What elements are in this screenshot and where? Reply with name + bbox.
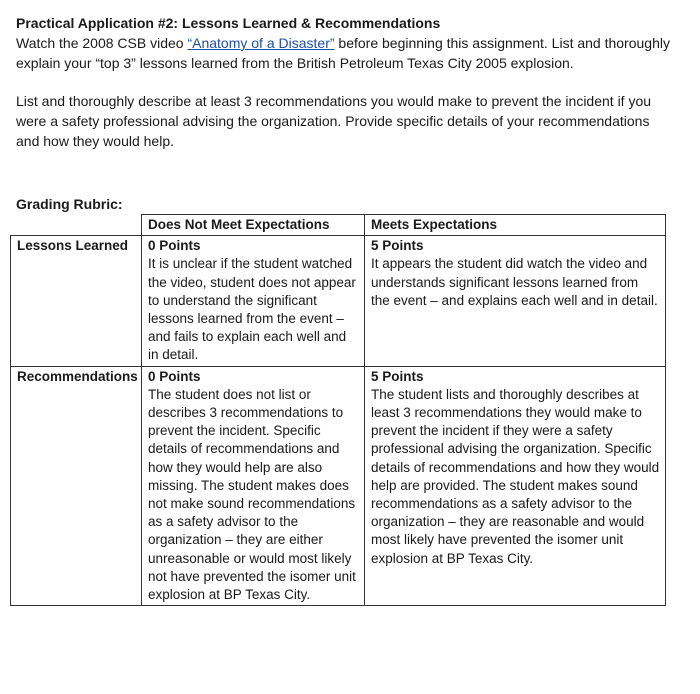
rubric-header-met: Meets Expectations: [365, 215, 666, 236]
criterion-lessons-learned: Lessons Learned: [11, 236, 142, 366]
recommendations-met-description: The student lists and thoroughly describes at least 3 recommendations they would make to prevent the incident if they were a safety professional advising the organization. Specific details of recommendations and how they would help are provided. The student makes sound recommendations as a safety advisor to the organization – they are reasonable and would most likely have prevented the isomer unit explosion at BP Texas City.: [371, 386, 660, 566]
criterion-recommendations: Recommendations: [11, 366, 142, 606]
instruction-text-before-link: Watch the 2008 CSB video: [16, 35, 188, 51]
recommendations-met-cell: [365, 366, 666, 606]
recommendations-not-met-points: 0 Points: [148, 368, 201, 384]
lessons-not-met-cell: [142, 236, 365, 366]
rubric-header-blank: [11, 215, 142, 236]
rubric-header-row: [11, 215, 666, 236]
lessons-not-met-points: 0 Points: [148, 238, 201, 254]
rubric-row-lessons-learned: [11, 236, 666, 366]
video-link[interactable]: “Anatomy of a Disaster”: [187, 35, 335, 51]
grading-rubric-table: [10, 214, 666, 606]
recommendations-not-met-description: The student does not list or describes 3 recommendations to prevent the incident. Specific details of recommendations and how they would help are also missing. The student makes does not make sound recommendations as a safety advisor to the organization – they are either unreasonable or would most likely not have prevented the isomer unit explosion at BP Texas City.: [148, 386, 356, 603]
lessons-met-points: 5 Points: [371, 238, 424, 254]
lessons-not-met-description: It is unclear if the student watched the video, student does not appear to understand the significant lessons learned from the event – and fails to explain each well and in detail.: [148, 256, 356, 363]
recommendations-met-points: 5 Points: [371, 368, 424, 384]
rubric-header-not-met: Does Not Meet Expectations: [142, 215, 365, 236]
recommendations-instruction-paragraph: List and thoroughly describe at least 3 recommendations you would make to prevent the incident if you were a safety professional advising the organization. Provide specific details of your recommendations and how they would help.: [16, 93, 652, 149]
instruction-text-after-link: before beginning this assignment. List and thoroughly explain your “top 3” lessons learned from the British Petroleum Texas City 2005 explosion.: [16, 35, 670, 71]
video-instruction-paragraph: [16, 33, 676, 73]
rubric-row-recommendations: [11, 366, 666, 606]
recommendations-not-met-cell: [142, 366, 365, 606]
lessons-met-description: It appears the student did watch the video and understands significant lessons learned from the event – and explains each well and in detail.: [371, 256, 658, 308]
assignment-title: Practical Application #2: Lessons Learned & Recommendations: [16, 15, 441, 31]
grading-rubric-label: Grading Rubric:: [16, 196, 123, 212]
lessons-met-cell: [365, 236, 666, 366]
instructions-block: [16, 13, 676, 151]
